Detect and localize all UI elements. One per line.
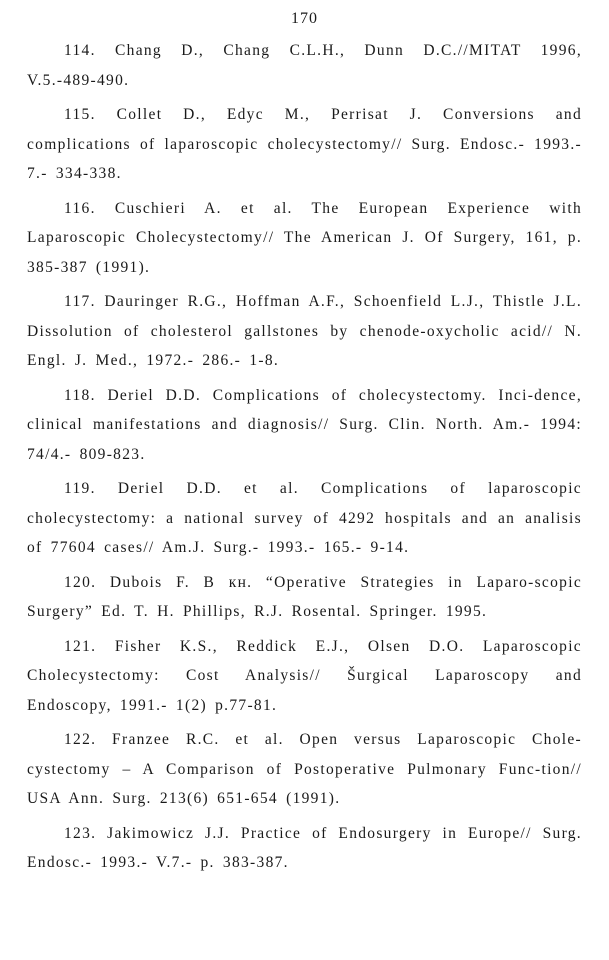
reference-item: 117. Dauringer R.G., Hoffman A.F., Schoenfield L.J., Thistle J.L. Dissolution of cholesterol gallstones by chenode-oxycholic acid// N. Engl. J. Med., 1972.- 286.- 1-8. xyxy=(27,293,582,369)
reference-item: 122. Franzee R.C. et al. Open versus Laparoscopic Chole-cystectomy – A Comparison of Postoperative Pulmonary Func-tion// USA Ann. Surg. 213(6) 651-654 (1991). xyxy=(27,731,582,807)
reference-item: 114. Chang D., Chang C.L.H., Dunn D.C.//MITAT 1996, V.5.-489-490. xyxy=(27,42,582,89)
reference-item: 121. Fisher K.S., Reddick E.J., Olsen D.O. Laparoscopic Cholecystectomy: Cost Analysis// Šurgical Laparoscopy and Endoscopy, 1991.- 1(2) p.77-81. xyxy=(27,637,582,714)
reference-item: 123. Jakimowicz J.J. Practice of Endosurgery in Europe// Surg. Endosc.- 1993.- V.7.- p. 383-387. xyxy=(27,824,582,871)
reference-item: 120. Dubois F. В кн. “Operative Strategies in Laparo-scopic Surgery” Ed. T. H. Phillips, R.J. Rosental. Springer. 1995. xyxy=(27,573,582,620)
reference-item: 116. Cuschieri A. et al. The European Experience with Laparoscopic Cholecystectomy// The American J. Of Surgery, 161, p. 385-387 (1991). xyxy=(27,199,582,276)
reference-item: 115. Collet D., Edyc M., Perrisat J. Conversions and complications of laparoscopic cholecystectomy// Surg. Endosc.- 1993.- 7.- 334-338. xyxy=(27,106,582,182)
reference-item: 119. Deriel D.D. et al. Complications of laparoscopic cholecystectomy: a national survey of 4292 hospitals and an analisis of 77604 cases// Am.J. Surg.- 1993.- 165.- 9-14. xyxy=(27,480,582,556)
page-number: 170 xyxy=(291,10,318,27)
reference-item: 118. Deriel D.D. Complications of cholecystectomy. Inci-dence, clinical manifestations and diagnosis// Surg. Clin. North. Am.- 1994: 74/4.- 809-823. xyxy=(27,386,582,463)
reference-list xyxy=(27,36,582,883)
